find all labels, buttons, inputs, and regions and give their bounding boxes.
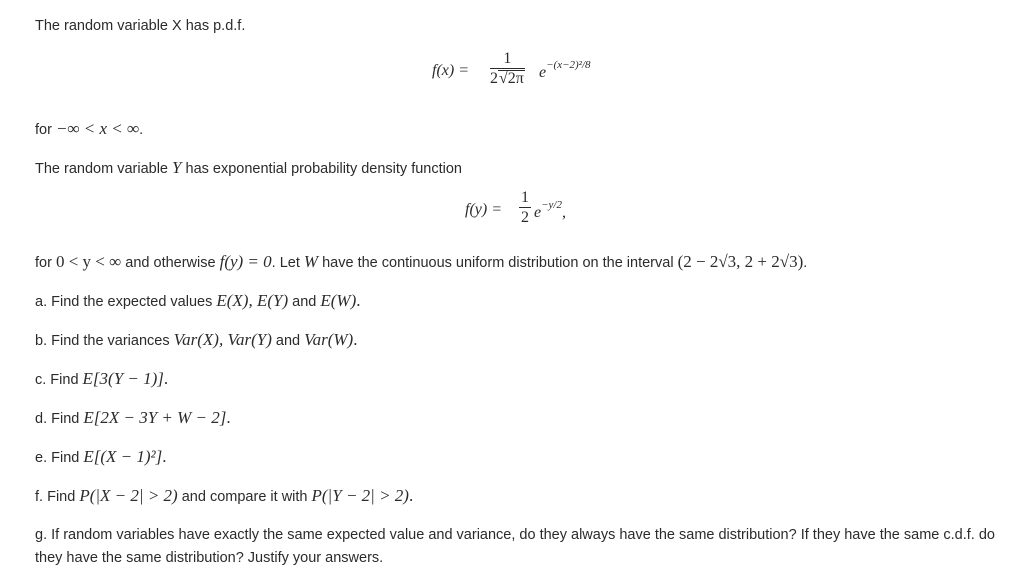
fy-numerator: 1 (521, 189, 529, 206)
domain-y-math: 0 < y < ∞ (55, 252, 122, 271)
question-b: b. Find the variances Var(X), Var(Y) and Var(W). (35, 330, 358, 349)
fy-denominator: 2 (521, 209, 529, 226)
fy-exponential: $e^{-y/2}$, (534, 199, 566, 221)
fx-lhs: f(x) = (432, 62, 469, 79)
pdf-y-equation (465, 187, 625, 237)
domain-x-math: −∞ < x < ∞ (55, 119, 140, 138)
pdf-x-equation (432, 50, 652, 100)
question-a: a. Find the expected values E(X), E(Y) and E(W). (35, 291, 361, 310)
fx-fraction (490, 50, 525, 89)
fx-denominator: 2√2π (490, 70, 524, 87)
question-f: f. Find P(|X − 2| > 2) and compare it with P(|Y − 2| > 2). (35, 486, 414, 505)
question-g: g. If random variables have exactly the same expected value and variance, do they always have the same distribution? If they have the same c.d.f. do they have the same distribution? Justify your answers. (35, 527, 995, 566)
fx-exponent: −(x−2)²/8 (546, 59, 591, 71)
question-d: d. Find E[2X − 3Y + W − 2]. (35, 408, 231, 427)
domain-x-line: for −∞ < x < ∞. (35, 119, 144, 138)
intro-y-line: The random variable Y has exponential probability density function (35, 158, 462, 177)
domain-y-line: for 0 < y < ∞ and otherwise f(y) = 0. Let W have the continuous uniform distribution on the interval (2 − 2√3, 2 + 2√3). (35, 252, 808, 271)
fy-lhs: f(y) = (465, 201, 502, 218)
question-e: e. Find E[(X − 1)²]. (35, 447, 167, 466)
fx-exponential: $e^{-(x-2)^2/8}$ (539, 59, 591, 81)
var-w: W (303, 252, 319, 271)
interval-math: (2 − 2√3, 2 + 2√3) (677, 252, 804, 271)
fy-fraction (519, 189, 531, 228)
fx-numerator: 1 (490, 50, 525, 69)
fx-sqrt: √2π (499, 70, 524, 87)
var-y: Y (172, 158, 182, 177)
fy-zero-math: f(y) = 0 (219, 252, 272, 271)
intro-x-text: The random variable X has p.d.f. (35, 18, 246, 34)
question-c: c. Find E[3(Y − 1)]. (35, 369, 169, 388)
fy-exponent: −y/2 (541, 199, 562, 211)
